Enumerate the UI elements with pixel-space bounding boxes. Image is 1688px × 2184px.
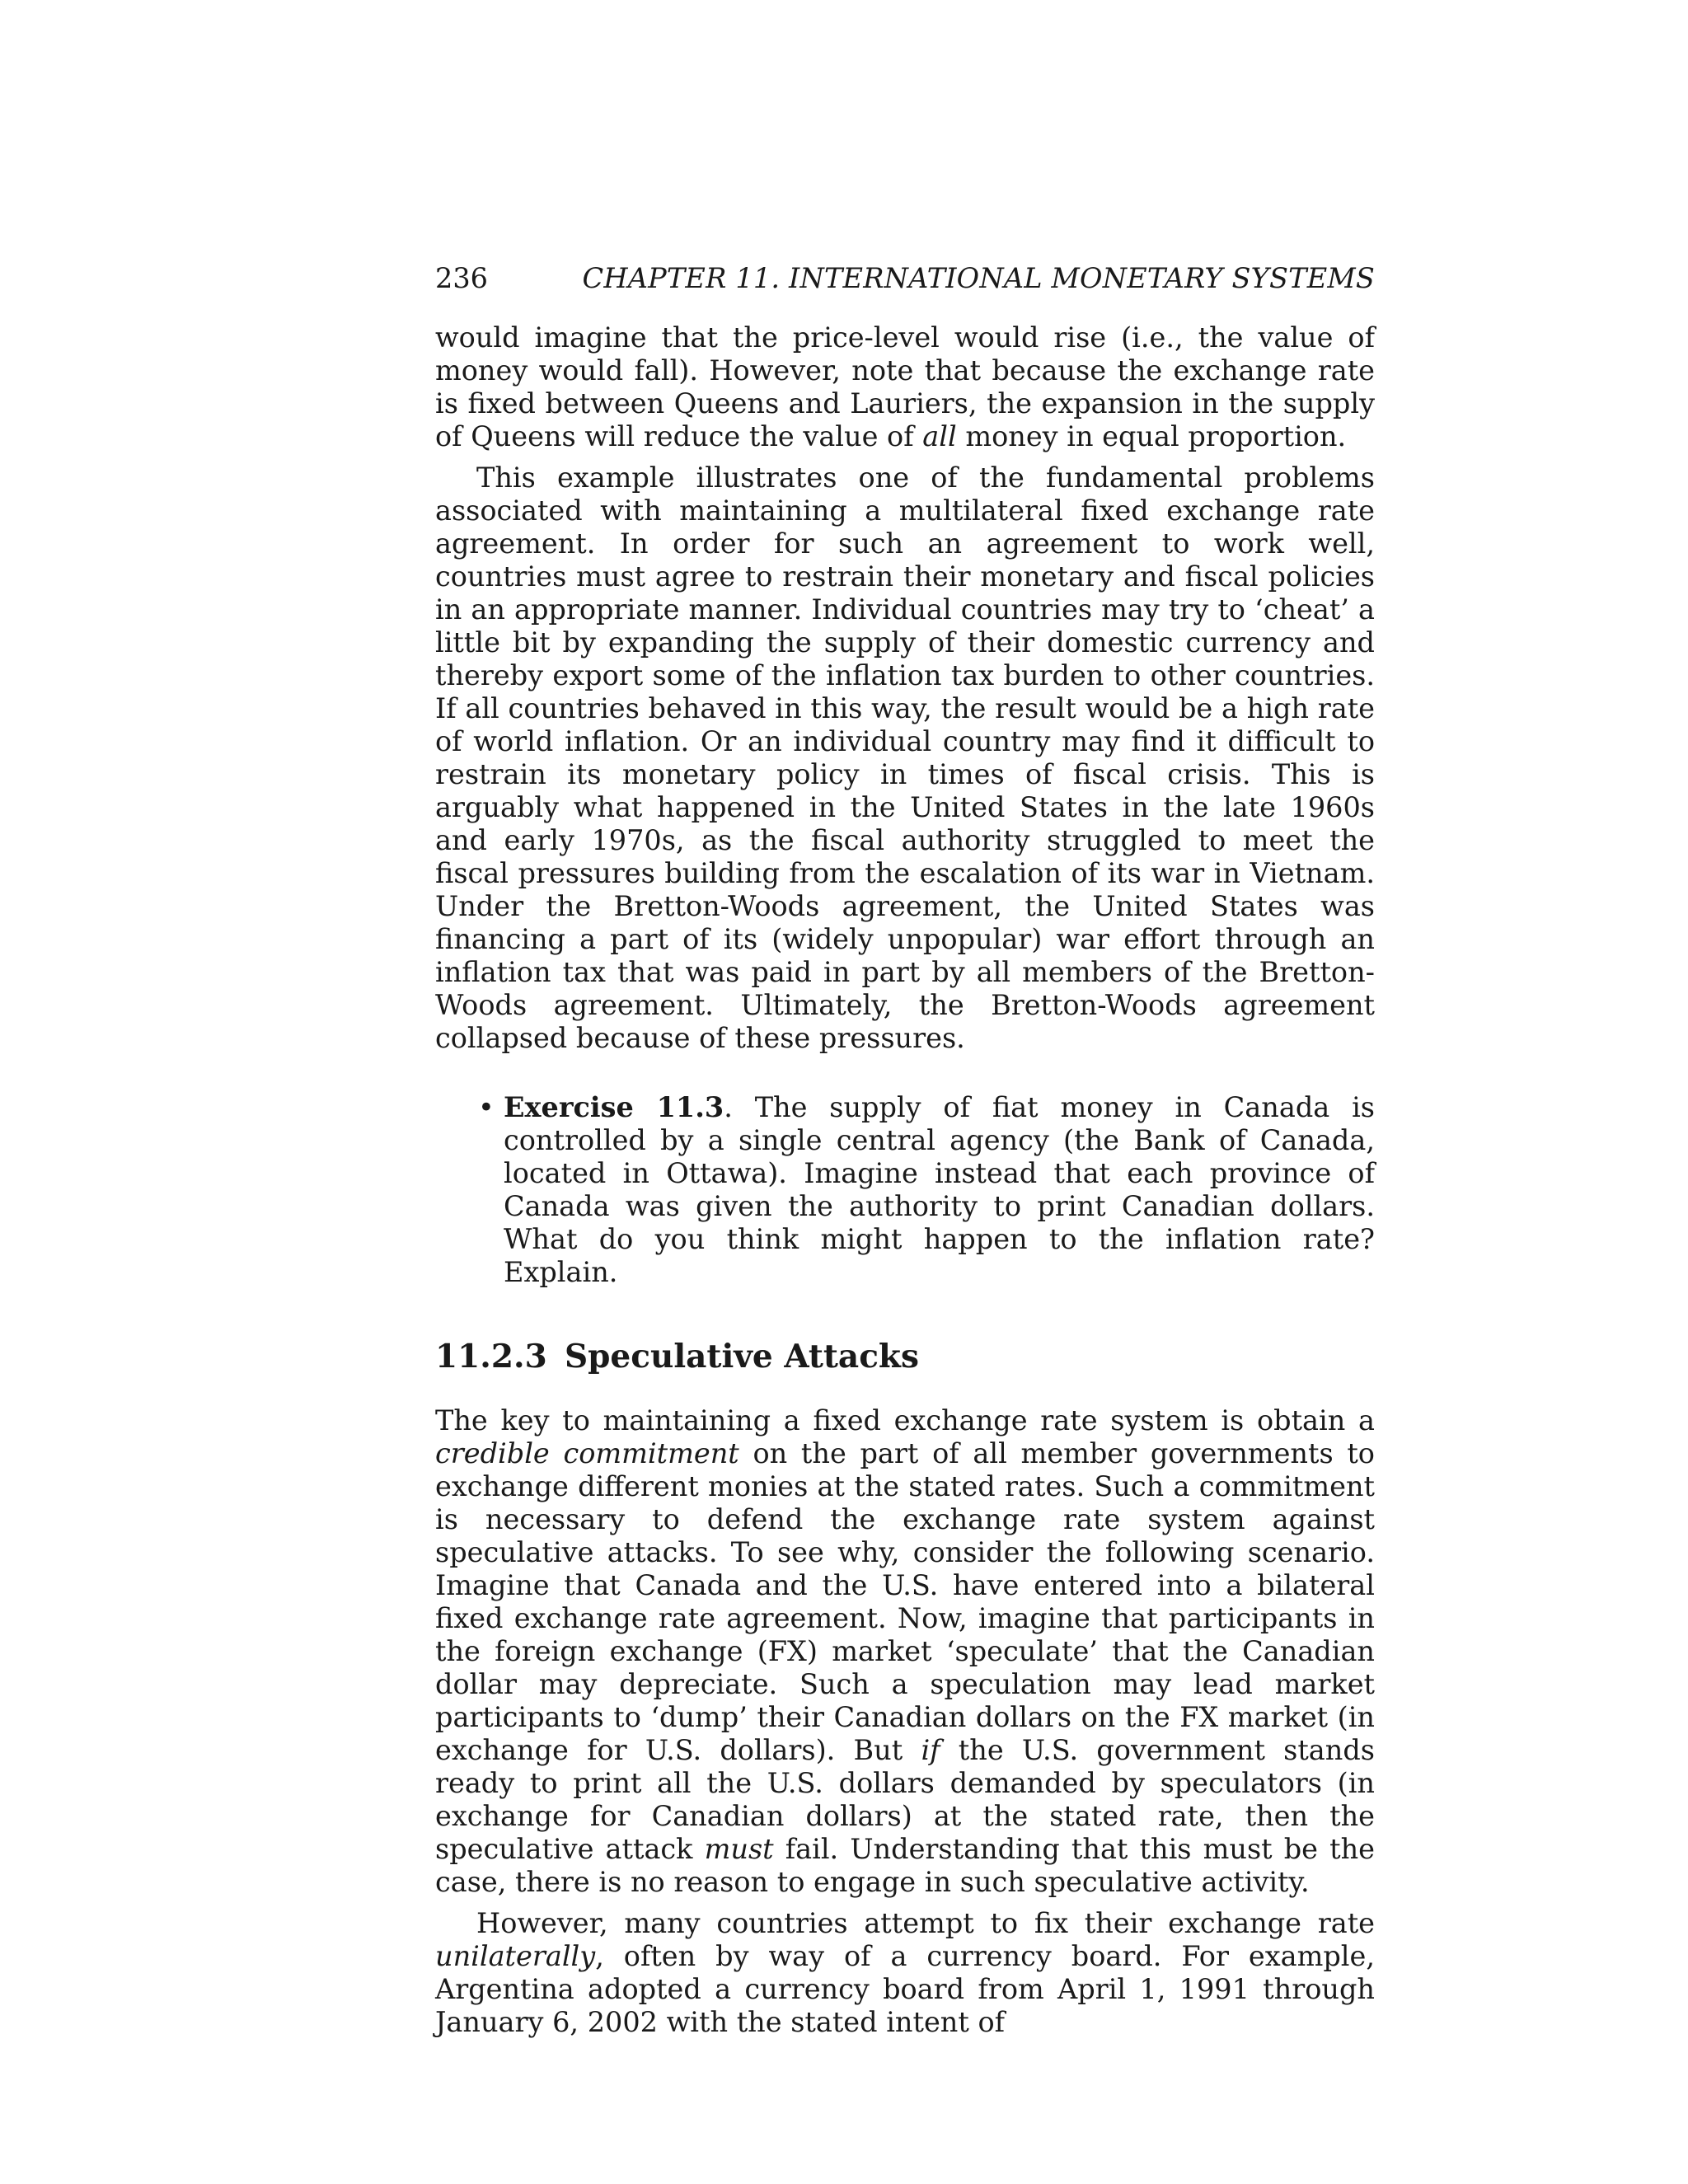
paragraph-text: The key to maintaining a fixed exchange rate system is obtain a bbox=[435, 1404, 1375, 1436]
paragraph-bretton-woods bbox=[435, 462, 1375, 1055]
paragraph-speculative-attacks bbox=[435, 1404, 1375, 1899]
paragraph-text: would imagine that the price-level would rise (i.e., the value of money would fall). However, note that because the exchange rate is fixed between Queens and Lauriers, the expansion in the supply of Queens will reduce the value of bbox=[435, 321, 1375, 452]
exercise-list-item bbox=[435, 1091, 1375, 1289]
emphasis-text: credible commitment bbox=[435, 1437, 739, 1469]
paragraph-text: on the part of all member governments to exchange different monies at the stated rates. Such a commitment is necessary to defend the exchange rate system against speculative attacks. To see why, consider the following scenario. Imagine that Canada and the U.S. have entered into a bilateral fixed exchange rate agreement. Now, imagine that participants in the foreign exchange (FX) market ‘speculate’ that the Canadian dollar may depreciate. Such a speculation may lead market participants to ‘dump’ their Canadian dollars on the FX market (in exchange for U.S. dollars). But bbox=[435, 1437, 1375, 1766]
emphasis-text: all bbox=[922, 420, 957, 452]
paragraph-text: fail. Understanding that this must be the case, there is no reason to engage in such speculative activity. bbox=[435, 1833, 1375, 1898]
paragraph-text: However, many countries attempt to fix their exchange rate bbox=[476, 1907, 1375, 1939]
section-heading bbox=[435, 1337, 1375, 1376]
paragraph-text: money in equal proportion. bbox=[956, 420, 1347, 452]
section-number: 11.2.3 bbox=[435, 1338, 547, 1376]
emphasis-text: unilaterally bbox=[435, 1940, 596, 1972]
exercise-label: Exercise 11.3 bbox=[504, 1091, 724, 1123]
section-title: Speculative Attacks bbox=[565, 1338, 919, 1376]
page-number: 236 bbox=[435, 262, 488, 294]
paragraph-text: This example illustrates one of the fundamental problems associated with maintaining a multilateral fixed exchange rate agreement. In order for such an agreement to work well, countries must agree to restrain their monetary and fiscal policies in an appropriate manner. Individual countries may try to ‘cheat’ a little bit by expanding the supply of their domestic currency and thereby export some of the inflation tax burden to other countries. If all countries behaved in this way, the result would be a high rate of world inflation. Or an individual country may find it difficult to restrain its monetary policy in times of fiscal crisis. This is arguably what happened in the United States in the late 1960s and early 1970s, as the fiscal authority struggled to meet the fiscal pressures building from the escalation of its war in Vietnam. Under the Bretton-Woods agreement, the United States was financing a part of its (widely unpopular) war effort through an inflation tax that was paid in part by all members of the Bretton-Woods agreement. Ultimately, the Bretton-Woods agreement collapsed because of these pressures. bbox=[435, 462, 1375, 1054]
paragraph-text: the U.S. government stands ready to print all the U.S. dollars demanded by speculators (in exchange for Canadian dollars) at the stated rate, then the speculative attack bbox=[435, 1734, 1375, 1865]
paragraph-continuation bbox=[435, 321, 1375, 453]
page-content bbox=[435, 257, 1375, 2039]
exercise-text bbox=[504, 1091, 1375, 1289]
running-header bbox=[435, 257, 1375, 300]
emphasis-text: must bbox=[704, 1833, 774, 1865]
emphasis-text: if bbox=[921, 1734, 940, 1766]
paragraph-currency-board bbox=[435, 1907, 1375, 2039]
chapter-title: CHAPTER 11. INTERNATIONAL MONETARY SYSTEMS bbox=[582, 262, 1375, 294]
bullet-icon: • bbox=[478, 1091, 495, 1123]
paragraph-text: , often by way of a currency board. For example, Argentina adopted a currency board from April 1, 1991 through January 6, 2002 with the stated intent of bbox=[435, 1940, 1375, 2038]
exercise-body: . The supply of fiat money in Canada is controlled by a single central agency (the Bank of Canada, located in Ottawa). Imagine instead that each province of Canada was given the authority to print Canadian dollars. What do you think might happen to the inflation rate? Explain. bbox=[504, 1091, 1375, 1288]
